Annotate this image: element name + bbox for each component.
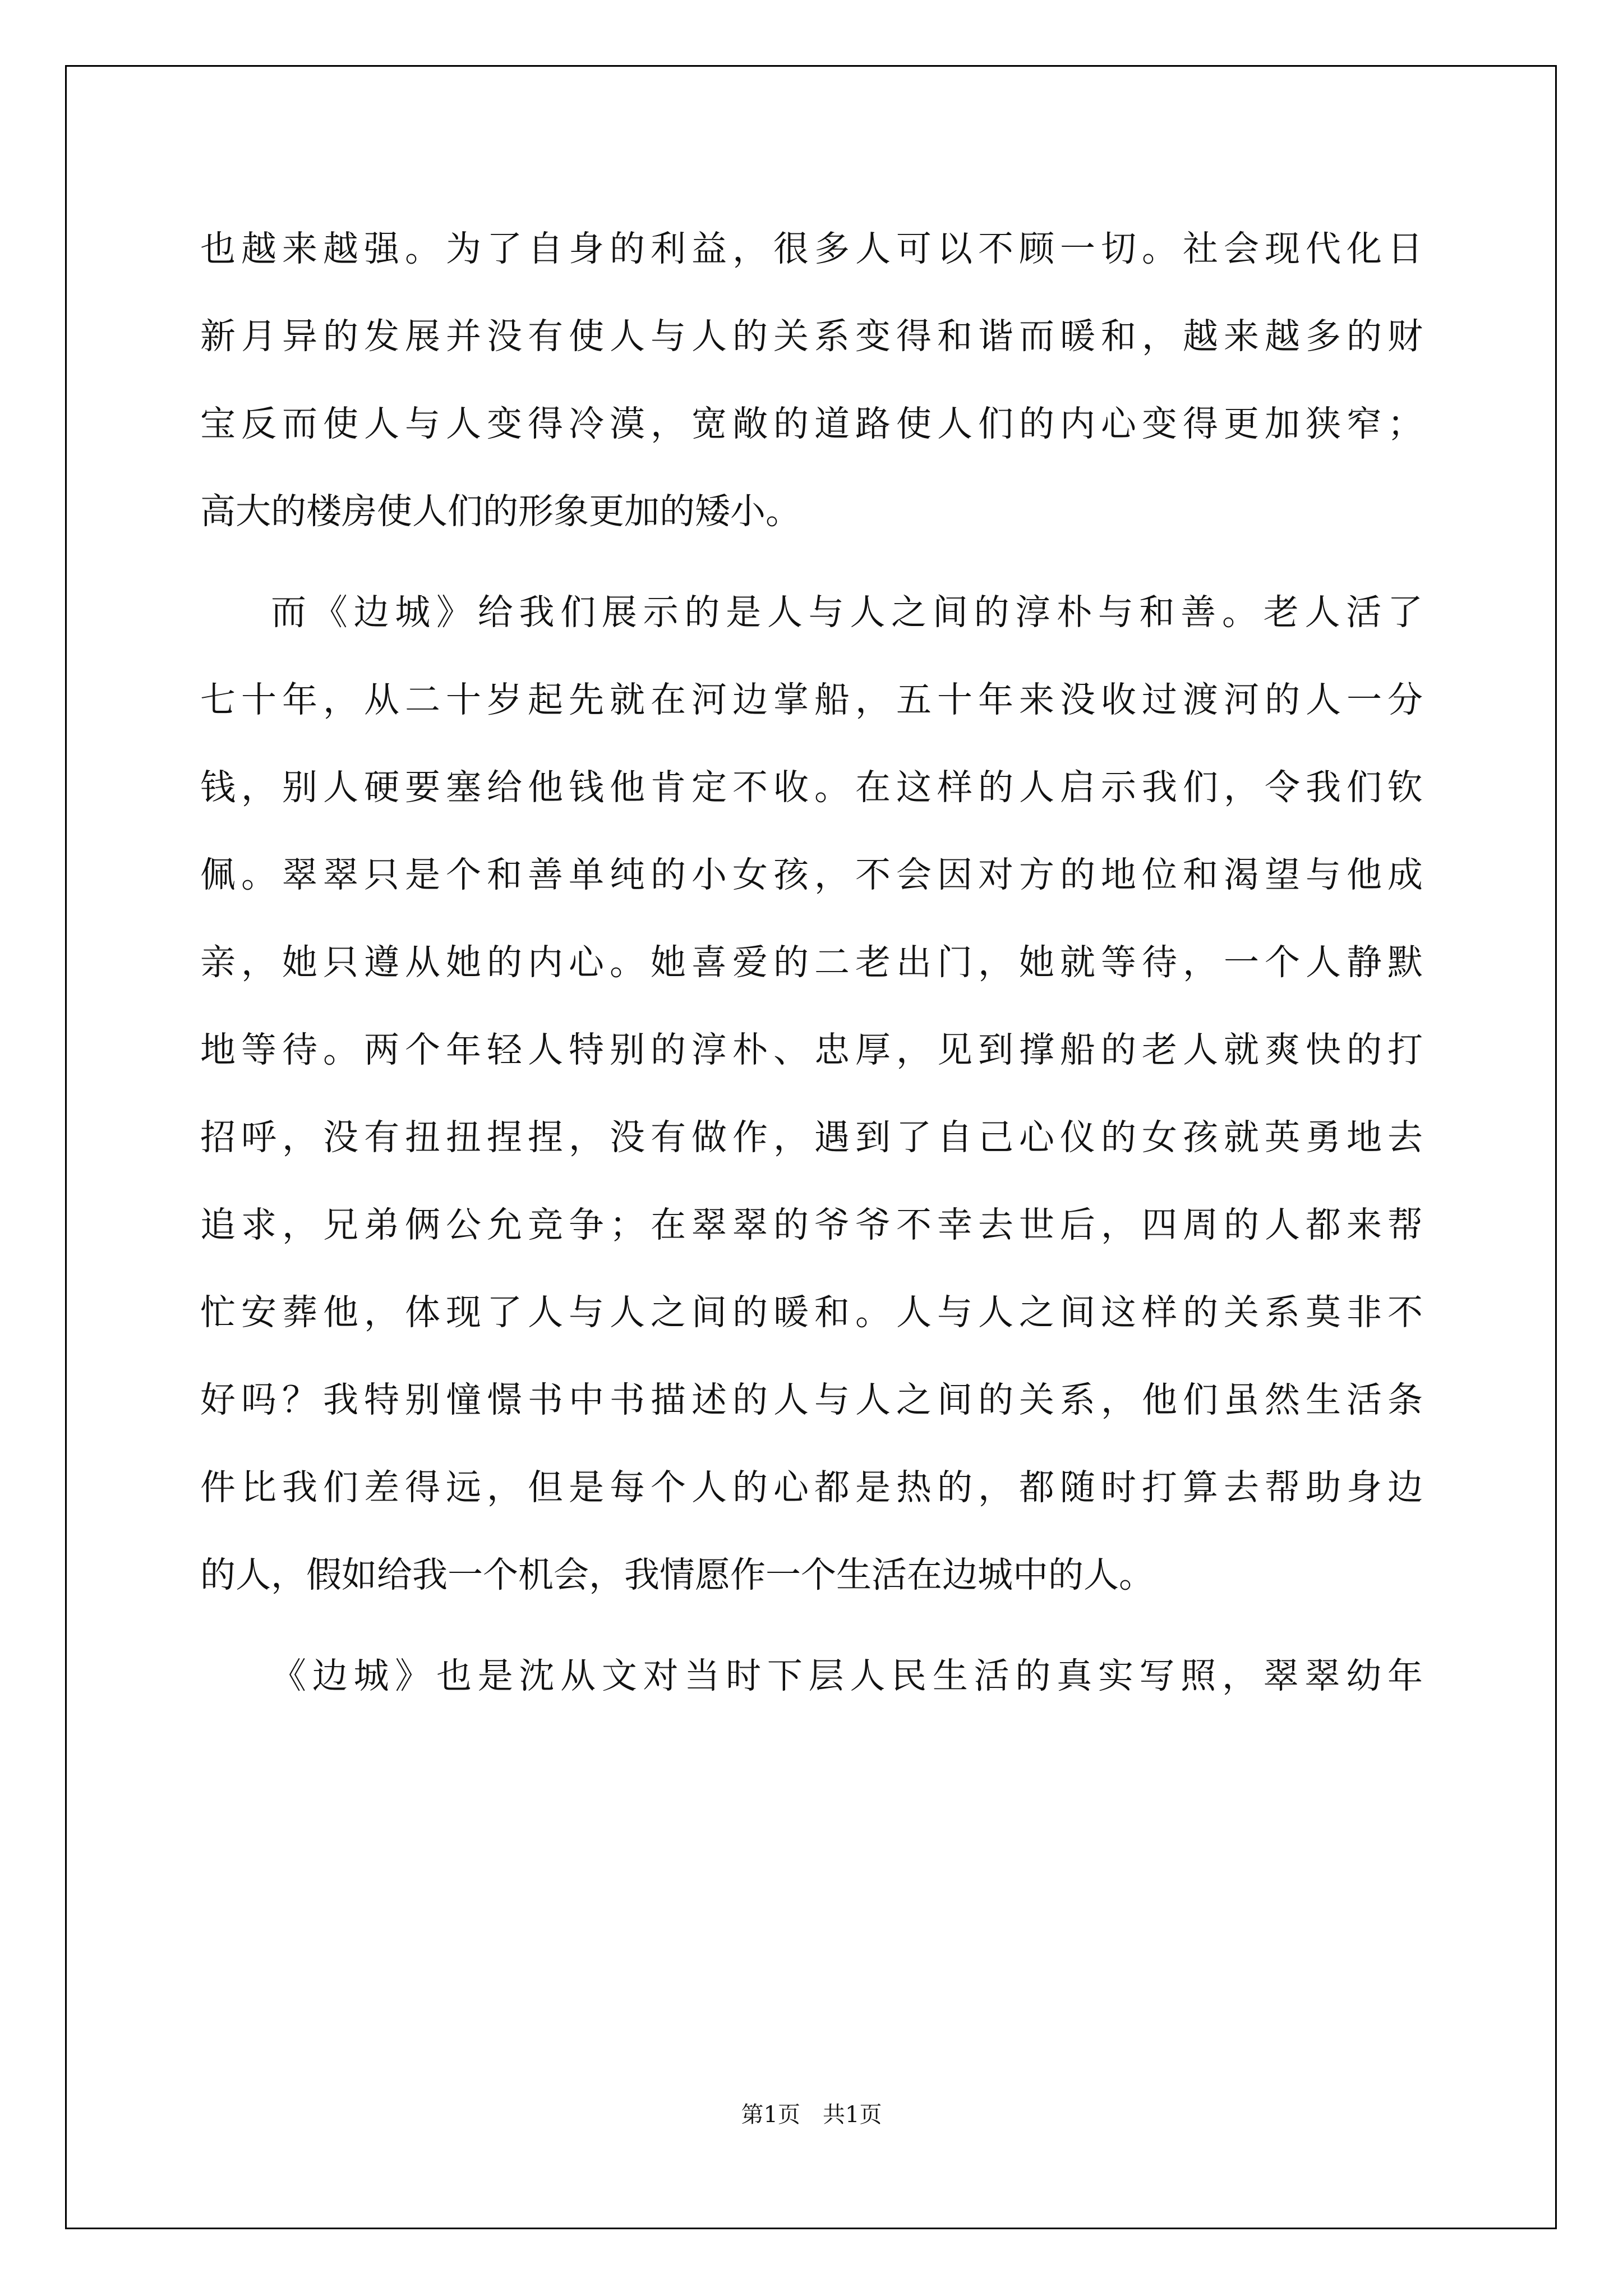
page-number: 第1页	[741, 2102, 800, 2128]
text-line: 件比我们差得远，但是每个人的心都是热的，都随时打算去帮助身边	[200, 1467, 1423, 1508]
text-line: 也越来越强。为了自身的利益，很多人可以不顾一切。社会现代化日	[200, 228, 1423, 269]
text-line: 追求，兄弟俩公允竞争；在翠翠的爷爷不幸去世后，四周的人都来帮	[200, 1204, 1423, 1245]
page-total: 共1页	[823, 2102, 882, 2128]
page-footer	[0, 2097, 1623, 2129]
paragraph	[200, 569, 1423, 1619]
text-line: 《边城》也是沈从文对当时下层人民生活的真实写照，翠翠幼年	[271, 1655, 1423, 1696]
text-line: 招呼，没有扭扭捏捏，没有做作，遇到了自己心仪的女孩就英勇地去	[200, 1117, 1423, 1158]
text-line: 亲，她只遵从她的内心。她喜爱的二老出门，她就等待，一个人静默	[200, 942, 1423, 983]
text-line: 的人，假如给我一个机会，我情愿作一个生活在边城中的人。	[200, 1554, 1154, 1595]
text-line: 高大的楼房使人们的形象更加的矮小。	[200, 491, 801, 532]
text-line: 而《边城》给我们展示的是人与人之间的淳朴与和善。老人活了	[271, 592, 1423, 633]
text-line: 佩。翠翠只是个和善单纯的小女孩，不会因对方的地位和渴望与他成	[200, 854, 1423, 895]
text-line: 好吗？我特别憧憬书中书描述的人与人之间的关系，他们虽然生活条	[200, 1379, 1423, 1420]
text-line: 七十年，从二十岁起先就在河边掌船，五十年来没收过渡河的人一分	[200, 679, 1423, 720]
text-line: 宝反而使人与人变得冷漠，宽敞的道路使人们的内心变得更加狭窄；	[200, 403, 1423, 444]
text-line: 地等待。两个年轻人特别的淳朴、忠厚，见到撑船的老人就爽快的打	[200, 1029, 1423, 1070]
paragraph	[200, 205, 1423, 555]
text-line: 忙安葬他，体现了人与人之间的暖和。人与人之间这样的关系莫非不	[200, 1292, 1423, 1333]
text-line: 新月异的发展并没有使人与人的关系变得和谐而暖和，越来越多的财	[200, 316, 1423, 357]
document-body	[200, 205, 1423, 1720]
paragraph	[200, 1632, 1423, 1720]
text-line: 钱，别人硬要塞给他钱他肯定不收。在这样的人启示我们，令我们钦	[200, 767, 1423, 808]
